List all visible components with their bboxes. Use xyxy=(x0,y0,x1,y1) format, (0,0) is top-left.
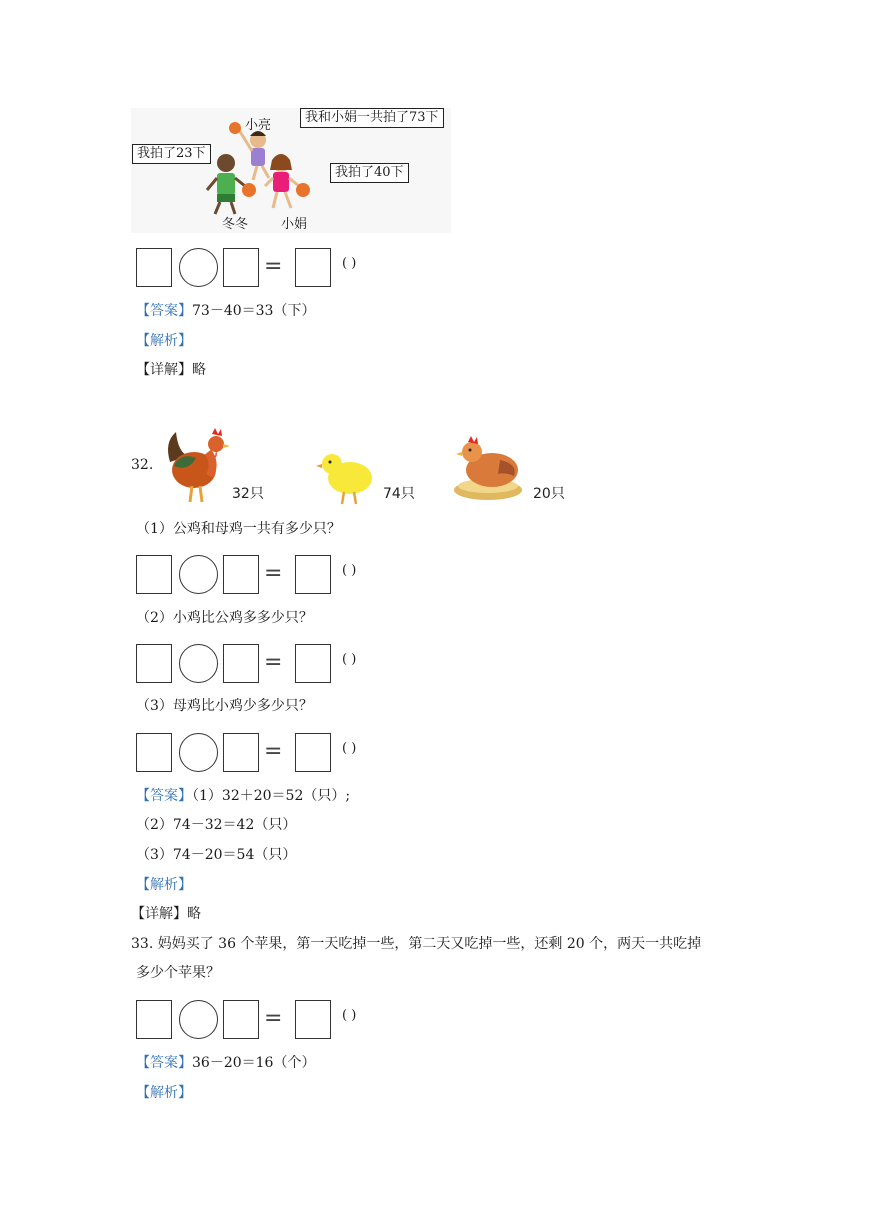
equals-sign: = xyxy=(264,1006,283,1031)
chick-count: 74只 xyxy=(383,486,415,502)
equals-sign: = xyxy=(264,739,283,764)
speech-bubble-xiaojuan: 我拍了40下 xyxy=(330,163,409,183)
q32-detail xyxy=(131,905,201,923)
q32-answer-2: （2）74－32＝42（只） xyxy=(136,817,297,833)
q32-analysis-tag: 【解析】 xyxy=(136,877,192,893)
q32-subquestion-3: （3）母鸡比小鸡少多少只？ xyxy=(136,698,313,714)
detail-text: 略 xyxy=(187,906,201,922)
q32-answer-3: （3）74－20＝54（只） xyxy=(136,847,297,863)
operator-circle[interactable] xyxy=(179,733,218,772)
blank-box-result[interactable] xyxy=(295,644,331,683)
blank-box-result[interactable] xyxy=(295,1000,331,1039)
detail-tag: 【详解】 xyxy=(131,906,187,922)
operator-circle[interactable] xyxy=(179,555,218,594)
answer-text-1: （1）32＋20＝52（只）; xyxy=(192,788,351,804)
blank-box-2[interactable] xyxy=(223,248,259,287)
q32-equation-blanks-1 xyxy=(136,555,376,595)
q32-equation-blanks-2 xyxy=(136,644,376,684)
blank-box-1[interactable] xyxy=(136,644,172,683)
speech-bubble-xiaoliang: 我和小娟一共拍了73下 xyxy=(300,108,444,128)
answer-tag: 【答案】 xyxy=(136,1055,192,1071)
label-xiaoliang: 小亮 xyxy=(245,118,272,133)
answer-paren: ( ) xyxy=(342,741,357,756)
label-xiaojuan: 小娟 xyxy=(281,217,308,232)
equals-sign: = xyxy=(264,254,283,279)
answer-text: 73－40＝33（下） xyxy=(192,303,316,319)
speech-bubble-dongdong: 我拍了23下 xyxy=(132,144,211,164)
hen-icon xyxy=(452,430,524,506)
equals-sign: = xyxy=(264,561,283,586)
q32-answer-1 xyxy=(136,787,350,805)
answer-tag: 【答案】 xyxy=(136,788,192,804)
operator-circle[interactable] xyxy=(179,644,218,683)
rooster-count: 32只 xyxy=(232,486,264,502)
answer-paren: ( ) xyxy=(342,563,357,578)
blank-box-1[interactable] xyxy=(136,248,172,287)
q33-question-line-2: 多少个苹果？ xyxy=(136,965,220,981)
q33-analysis-tag: 【解析】 xyxy=(136,1085,192,1101)
q32-number: 32. xyxy=(131,457,154,473)
q31-analysis-tag: 【解析】 xyxy=(136,333,192,349)
blank-box-1[interactable] xyxy=(136,555,172,594)
q33-equation-blanks xyxy=(136,1000,376,1040)
detail-text: 略 xyxy=(192,362,206,378)
answer-text: 36－20＝16（个） xyxy=(192,1055,316,1071)
blank-box-1[interactable] xyxy=(136,733,172,772)
blank-box-2[interactable] xyxy=(223,555,259,594)
equals-sign: = xyxy=(264,650,283,675)
operator-circle[interactable] xyxy=(179,1000,218,1039)
operator-circle[interactable] xyxy=(179,248,218,287)
q32-equation-blanks-3 xyxy=(136,733,376,773)
q31-detail xyxy=(136,361,206,379)
label-dongdong: 冬冬 xyxy=(222,217,249,232)
q32-subquestion-2: （2）小鸡比公鸡多多少只？ xyxy=(136,610,313,626)
rooster-icon xyxy=(160,422,232,510)
answer-paren: ( ) xyxy=(342,1008,357,1023)
answer-tag: 【答案】 xyxy=(136,303,192,319)
q31-answer xyxy=(136,302,315,320)
blank-box-2[interactable] xyxy=(223,1000,259,1039)
q33-answer xyxy=(136,1054,315,1072)
blank-box-result[interactable] xyxy=(295,248,331,287)
blank-box-result[interactable] xyxy=(295,555,331,594)
blank-box-result[interactable] xyxy=(295,733,331,772)
answer-paren: ( ) xyxy=(342,652,357,667)
blank-box-1[interactable] xyxy=(136,1000,172,1039)
detail-tag: 【详解】 xyxy=(136,362,192,378)
chick-icon xyxy=(316,446,378,510)
answer-paren: ( ) xyxy=(342,256,357,271)
blank-box-2[interactable] xyxy=(223,733,259,772)
hen-count: 20只 xyxy=(533,486,565,502)
q33-question-line-1: 33. 妈妈买了 36 个苹果，第一天吃掉一些，第二天又吃掉一些，还剩 20 个，两天一共吃掉 xyxy=(131,936,702,952)
q31-equation-blanks xyxy=(136,248,376,288)
q32-subquestion-1: （1）公鸡和母鸡一共有多少只？ xyxy=(136,521,341,537)
blank-box-2[interactable] xyxy=(223,644,259,683)
